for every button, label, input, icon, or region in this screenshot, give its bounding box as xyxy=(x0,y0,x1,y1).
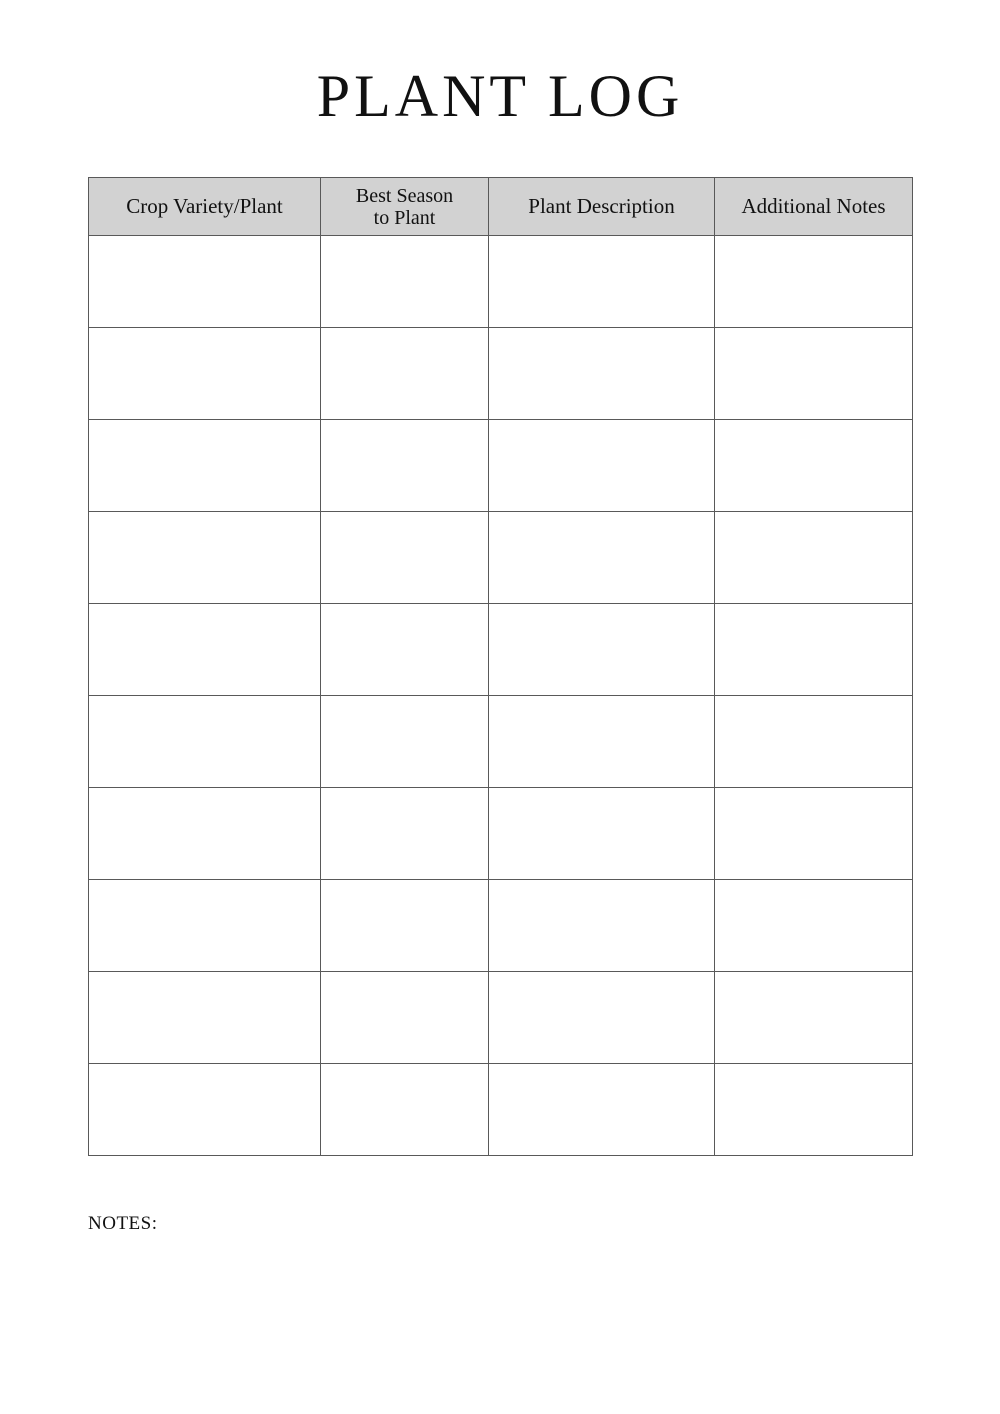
table-cell[interactable] xyxy=(489,880,715,972)
table-cell[interactable] xyxy=(489,512,715,604)
column-header-plant-description: Plant Description xyxy=(489,178,715,236)
table-row xyxy=(89,604,913,696)
table-body xyxy=(89,236,913,1156)
column-header-best-season xyxy=(321,178,489,236)
table-cell[interactable] xyxy=(321,236,489,328)
table-row xyxy=(89,972,913,1064)
table-cell[interactable] xyxy=(489,236,715,328)
table-row xyxy=(89,236,913,328)
table-cell[interactable] xyxy=(321,788,489,880)
table-cell[interactable] xyxy=(89,788,321,880)
table-cell[interactable] xyxy=(715,972,913,1064)
table-cell[interactable] xyxy=(489,788,715,880)
table-cell[interactable] xyxy=(321,328,489,420)
table-cell[interactable] xyxy=(489,972,715,1064)
table-cell[interactable] xyxy=(89,972,321,1064)
table-cell[interactable] xyxy=(715,880,913,972)
table-cell[interactable] xyxy=(715,696,913,788)
column-header-best-season-line1: Best Season xyxy=(355,184,454,207)
table-cell[interactable] xyxy=(89,512,321,604)
table-cell[interactable] xyxy=(715,328,913,420)
table-row xyxy=(89,880,913,972)
table-cell[interactable] xyxy=(489,328,715,420)
table-row xyxy=(89,512,913,604)
table-cell[interactable] xyxy=(715,1064,913,1156)
table-cell[interactable] xyxy=(89,696,321,788)
table-cell[interactable] xyxy=(489,1064,715,1156)
table-cell[interactable] xyxy=(321,972,489,1064)
table-cell[interactable] xyxy=(321,1064,489,1156)
table-cell[interactable] xyxy=(89,1064,321,1156)
table-cell[interactable] xyxy=(489,420,715,512)
table-row xyxy=(89,1064,913,1156)
plant-log-table xyxy=(88,177,913,1156)
table-row xyxy=(89,788,913,880)
table-row xyxy=(89,696,913,788)
table-cell[interactable] xyxy=(715,236,913,328)
column-header-additional-notes: Additional Notes xyxy=(715,178,913,236)
column-header-best-season-line2: to Plant xyxy=(373,206,436,229)
table-cell[interactable] xyxy=(321,512,489,604)
table-cell[interactable] xyxy=(89,420,321,512)
table-cell[interactable] xyxy=(321,420,489,512)
table-cell[interactable] xyxy=(321,880,489,972)
table-cell[interactable] xyxy=(89,236,321,328)
table-cell[interactable] xyxy=(89,604,321,696)
table-cell[interactable] xyxy=(715,604,913,696)
table-cell[interactable] xyxy=(715,788,913,880)
table-header-row xyxy=(89,178,913,236)
table-cell[interactable] xyxy=(89,880,321,972)
table-cell[interactable] xyxy=(715,512,913,604)
table-cell[interactable] xyxy=(715,420,913,512)
page-title: PLANT LOG xyxy=(316,63,684,129)
table-cell[interactable] xyxy=(321,696,489,788)
table-row xyxy=(89,328,913,420)
table-cell[interactable] xyxy=(489,604,715,696)
table-cell[interactable] xyxy=(321,604,489,696)
table-header xyxy=(89,178,913,236)
column-header-crop-variety: Crop Variety/Plant xyxy=(89,178,321,236)
notes-label: NOTES: xyxy=(88,1213,158,1234)
table-row xyxy=(89,420,913,512)
table-cell[interactable] xyxy=(89,328,321,420)
table-cell[interactable] xyxy=(489,696,715,788)
